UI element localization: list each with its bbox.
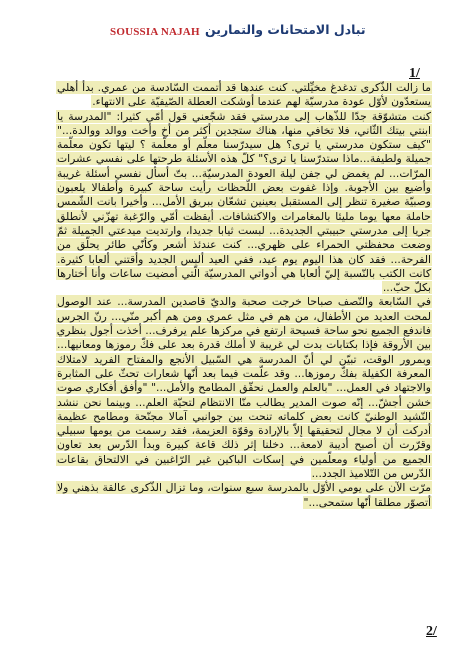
page-title: تبادل الامتحانات والتمارين	[205, 22, 366, 37]
page-number-marker-bottom: 2/	[426, 624, 437, 639]
paragraph-2	[56, 110, 432, 296]
paragraph-2-text: كنت متشوّقة جدّا للذّهاب إلى مدرستي فقد شجّعني قول أمّي كثيرا: "المدرسة يا ابنتي بيتك الثّاني، فلا تخافي منها، هناك ستجدين أكثر من أخ وأخت ووالد ووالدة..." "كيف ستكون مدرستي يا ترى؟ هل سيدرّسنا معلّم أو معلّمة ؟ ليتها تكون معلّمة جميلة ولطيفة...ماذا ستدرّسنا يا ترى؟" كلّ هذه الأسئلة طرحتها على نفسي عشرات المرّات... لم يغمض لي جفن ليلة العودة المدرسيّة... بتّ أسأل نفسي أسئلة غريبة وأضيع بين الأجوبة. وإذا غفوت بعض اللّحظات رأيت ساحة كبيرة وأطفالا يلعبون وصبيّة صغيرة تنظر إلى المستقبل بعينين تشعّان ببريق الأمل... وأخيرا بانت الشّمس حاملة معها يوما مليئا بالمغامرات والاكتشافات. أيقظت أمّي والرّغبة تهزّني لأنطلق جريا إلى مدرستي حبيبتي الجديدة... لبست ثيابا جديدا، وارتديت ميدعتي الجميلة ثمّ وضعت محفظتي الحمراء على ظهري... كنت عندئذ أشعر وكأنّي طائر يحلّق من الفرحة... فقد كان هذا اليوم يوم عيد، ففي العيد ألبس الجديد وأقتني ألعابا كثيرة. كانت الكتب بالنّسبة إليّ ألعابا هي أدواتي المدرسيّة الّتي أمضيت ساعات وأنا أختارها بكلّ حبّ...	[57, 109, 431, 295]
paragraph-4	[56, 481, 432, 510]
page-number-marker-top: 1/	[409, 66, 420, 81]
paragraph-3-text: في السّابعة والنّصف صباحا خرجت صحبة والديّ قاصدين المدرسة... عند الوصول لمحت العديد من الأطفال، من هم في مثل عمري ومن هم أكبر منّي... رنّ الجرس فاندفع الجميع نحو ساحة فسيحة ارتفع في مركزها علم يرفرف... أخذت أجول بنظري بين الأروقة فإذا بكتابات بدت لي غريبة لا أملك قدرة بعد على فكّ رموزها ومعانيها... وبمرور الوقت، تبيّن لي أنّ المدرسة هي السّبيل الأنجع والمفتاح الفريد لامتلاك المعرفة الكفيلة بفكّ رموزها... وقد علّمت فيما بعد أنّها شعارات تحثّ على المثابرة والاجتهاد في العمل... "بالعلم والعمل نحقّق المطامح والأمل..." "وأفق أفكاري صوت خشن أجشّ... إنّه صوت المدير يطالب منّا الانتظام لتحيّة العلم... وبينما نحن ننشد النّشيد الوطنيّ كانت بعض كلماته تنحت بين جوانبي آمالا مجنّحة ومطامح عظيمة أدركت أن لا مجال لتحقيقها إلاّ بالإرادة وقوّة العزيمة، فقد رسمت من يومها سبيلي وقرّرت أن أصبح أديبة لامعة... دخلنا إثر ذلك قاعة كبيرة وبدأ الدّرس بعد تعاون الجميع من أولياء ومعلّمين في إسكات الباكين غير الرّاغبين في الالتحاق بقاعات الدّرس من التّلاميذ الجدد...	[56, 295, 431, 481]
paragraph-4-text: مرّت الآن على يومي الأوّل بالمدرسة سبع سنوات، وما تزال الذّكرى عالقة بذهني ولا أتصوّر مطلقا أنّها ستمحى..."	[57, 481, 431, 509]
paragraph-1-text: ما زالت الذّكرى تدغدغ مخيِّلتي. كنت عندها قد أتممت السّادسة من عمري. بدأ أهلي يستعدّون لأوّل عودة مدرسيّة لهم عندما أوشكت العطلة الصّيفيّة على الانتهاء.	[57, 81, 431, 109]
paragraph-1	[56, 81, 432, 110]
paragraph-3	[56, 295, 432, 481]
text-body	[56, 81, 432, 510]
brand-name: SOUSSIA NAJAH	[110, 26, 200, 38]
page-header	[0, 20, 474, 44]
